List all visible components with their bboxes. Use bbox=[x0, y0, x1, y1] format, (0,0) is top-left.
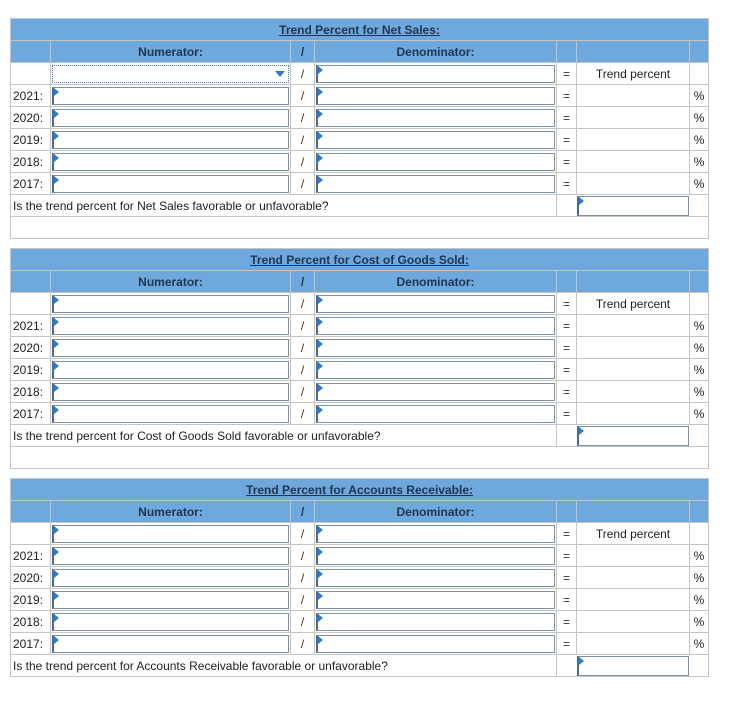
slash: / bbox=[291, 523, 315, 545]
year-label: 2017: bbox=[11, 173, 51, 195]
column-header-row bbox=[11, 41, 709, 63]
denominator-input[interactable] bbox=[316, 591, 555, 609]
numerator-input[interactable] bbox=[52, 569, 289, 587]
denominator-input[interactable] bbox=[316, 109, 555, 127]
question-row bbox=[11, 425, 709, 447]
denominator-input[interactable] bbox=[316, 131, 555, 149]
percent-sign: % bbox=[690, 315, 709, 337]
numerator-input[interactable] bbox=[52, 131, 289, 149]
numerator-input-cell bbox=[51, 129, 291, 151]
question-row bbox=[11, 195, 709, 217]
slash-header: / bbox=[291, 271, 315, 293]
year-label: 2019: bbox=[11, 359, 51, 381]
year-label: 2020: bbox=[11, 337, 51, 359]
numerator-input[interactable] bbox=[52, 405, 289, 423]
spacer-row bbox=[11, 447, 709, 469]
numerator-input[interactable] bbox=[52, 175, 289, 193]
numerator-input[interactable] bbox=[52, 87, 289, 105]
denominator-input[interactable] bbox=[316, 405, 555, 423]
denominator-input-cell bbox=[315, 545, 557, 567]
numerator-input-cell bbox=[51, 173, 291, 195]
trend-percent-cell[interactable] bbox=[577, 545, 690, 567]
favorable-question: Is the trend percent for Cost of Goods Sold favorable or unfavorable? bbox=[11, 425, 557, 447]
numerator-header: Numerator: bbox=[51, 41, 291, 63]
denominator-input-cell bbox=[315, 151, 557, 173]
trend-percent-label: Trend percent bbox=[577, 523, 690, 545]
trend-percent-cell[interactable] bbox=[577, 567, 690, 589]
base-row bbox=[11, 293, 709, 315]
equals-sign: = bbox=[557, 403, 577, 425]
numerator-input[interactable] bbox=[52, 109, 289, 127]
slash: / bbox=[291, 359, 315, 381]
denominator-input[interactable] bbox=[316, 295, 555, 313]
percent-sign: % bbox=[690, 633, 709, 655]
numerator-header: Numerator: bbox=[51, 271, 291, 293]
slash: / bbox=[291, 151, 315, 173]
percent-sign: % bbox=[690, 403, 709, 425]
percent-sign: % bbox=[690, 129, 709, 151]
year-row bbox=[11, 545, 709, 567]
denominator-input[interactable] bbox=[316, 547, 555, 565]
denominator-input[interactable] bbox=[316, 361, 555, 379]
chevron-down-icon bbox=[275, 71, 285, 77]
numerator-input-cell bbox=[51, 523, 291, 545]
denominator-input-cell bbox=[315, 359, 557, 381]
denominator-input[interactable] bbox=[316, 87, 555, 105]
numerator-input[interactable] bbox=[52, 339, 289, 357]
slash: / bbox=[291, 633, 315, 655]
section-title: Trend Percent for Net Sales: bbox=[11, 19, 709, 41]
numerator-input[interactable] bbox=[52, 383, 289, 401]
favorable-question: Is the trend percent for Accounts Receivable favorable or unfavorable? bbox=[11, 655, 557, 677]
trend-percent-cell[interactable] bbox=[577, 403, 690, 425]
denominator-input-cell bbox=[315, 381, 557, 403]
denominator-input-cell bbox=[315, 633, 557, 655]
year-row bbox=[11, 315, 709, 337]
numerator-input-cell bbox=[51, 589, 291, 611]
slash: / bbox=[291, 545, 315, 567]
numerator-input[interactable] bbox=[52, 153, 289, 171]
slash: / bbox=[291, 63, 315, 85]
trend-table bbox=[10, 478, 709, 677]
percent-sign: % bbox=[690, 85, 709, 107]
slash: / bbox=[291, 315, 315, 337]
denominator-input[interactable] bbox=[316, 65, 555, 83]
denominator-header: Denominator: bbox=[315, 271, 557, 293]
answer-cell bbox=[557, 425, 709, 447]
year-row bbox=[11, 589, 709, 611]
denominator-input[interactable] bbox=[316, 339, 555, 357]
percent-sign: % bbox=[690, 611, 709, 633]
slash: / bbox=[291, 173, 315, 195]
year-row bbox=[11, 567, 709, 589]
equals-sign: = bbox=[557, 381, 577, 403]
numerator-input-cell bbox=[51, 611, 291, 633]
percent-sign: % bbox=[690, 381, 709, 403]
numerator-input[interactable] bbox=[52, 295, 289, 313]
year-row bbox=[11, 151, 709, 173]
favorable-answer-input[interactable] bbox=[577, 426, 689, 446]
column-header-row bbox=[11, 501, 709, 523]
trend-table bbox=[10, 18, 709, 239]
equals-sign: = bbox=[557, 589, 577, 611]
base-row bbox=[11, 63, 709, 85]
slash: / bbox=[291, 85, 315, 107]
percent-sign: % bbox=[690, 567, 709, 589]
numerator-input[interactable] bbox=[52, 361, 289, 379]
denominator-input[interactable] bbox=[316, 153, 555, 171]
year-row bbox=[11, 85, 709, 107]
numerator-input-cell bbox=[51, 633, 291, 655]
numerator-input-cell bbox=[51, 381, 291, 403]
denominator-input-cell bbox=[315, 63, 557, 85]
year-label: 2017: bbox=[11, 403, 51, 425]
year-label: 2018: bbox=[11, 611, 51, 633]
equals-sign: = bbox=[557, 337, 577, 359]
year-row bbox=[11, 129, 709, 151]
numerator-input-cell bbox=[51, 359, 291, 381]
slash: / bbox=[291, 293, 315, 315]
year-label: 2018: bbox=[11, 381, 51, 403]
answer-cell bbox=[557, 655, 709, 677]
section-title-row bbox=[11, 479, 709, 501]
trend-percent-cell[interactable] bbox=[577, 85, 690, 107]
percent-sign: % bbox=[690, 151, 709, 173]
numerator-input[interactable] bbox=[52, 547, 289, 565]
slash: / bbox=[291, 403, 315, 425]
equals-sign: = bbox=[557, 293, 577, 315]
numerator-input-cell bbox=[51, 545, 291, 567]
denominator-input-cell bbox=[315, 315, 557, 337]
denominator-input[interactable] bbox=[316, 175, 555, 193]
numerator-input[interactable] bbox=[52, 525, 289, 543]
year-label: 2020: bbox=[11, 567, 51, 589]
numerator-input-cell bbox=[51, 293, 291, 315]
trend-percent-cell[interactable] bbox=[577, 315, 690, 337]
slash-header: / bbox=[291, 41, 315, 63]
trend-percent-label: Trend percent bbox=[577, 63, 690, 85]
percent-sign: % bbox=[690, 545, 709, 567]
slash: / bbox=[291, 107, 315, 129]
slash: / bbox=[291, 589, 315, 611]
equals-sign: = bbox=[557, 359, 577, 381]
numerator-input-cell bbox=[51, 151, 291, 173]
denominator-input[interactable] bbox=[316, 613, 555, 631]
section-title-row bbox=[11, 19, 709, 41]
equals-sign: = bbox=[557, 63, 577, 85]
percent-sign: % bbox=[690, 107, 709, 129]
numerator-header: Numerator: bbox=[51, 501, 291, 523]
denominator-input-cell bbox=[315, 85, 557, 107]
denominator-input-cell bbox=[315, 129, 557, 151]
equals-sign: = bbox=[557, 523, 577, 545]
year-row bbox=[11, 403, 709, 425]
equals-sign: = bbox=[557, 611, 577, 633]
year-row bbox=[11, 381, 709, 403]
denominator-input[interactable] bbox=[316, 635, 555, 653]
denominator-input-cell bbox=[315, 403, 557, 425]
year-row bbox=[11, 633, 709, 655]
denominator-input[interactable] bbox=[316, 317, 555, 335]
trend-percent-label: Trend percent bbox=[577, 293, 690, 315]
equals-sign: = bbox=[557, 107, 577, 129]
denominator-input-cell bbox=[315, 293, 557, 315]
equals-sign: = bbox=[557, 151, 577, 173]
equals-sign: = bbox=[557, 545, 577, 567]
year-label: 2017: bbox=[11, 633, 51, 655]
year-row bbox=[11, 359, 709, 381]
trend-percent-cell[interactable] bbox=[577, 589, 690, 611]
year-label: 2021: bbox=[11, 315, 51, 337]
slash: / bbox=[291, 129, 315, 151]
question-row bbox=[11, 655, 709, 677]
numerator-input-cell bbox=[51, 403, 291, 425]
denominator-input[interactable] bbox=[316, 569, 555, 587]
denominator-input-cell bbox=[315, 337, 557, 359]
equals-sign: = bbox=[557, 129, 577, 151]
numerator-input-cell bbox=[51, 337, 291, 359]
numerator-input-cell bbox=[51, 85, 291, 107]
numerator-input[interactable] bbox=[52, 613, 289, 631]
trend-percent-cell[interactable] bbox=[577, 129, 690, 151]
denominator-input-cell bbox=[315, 173, 557, 195]
numerator-input[interactable] bbox=[52, 635, 289, 653]
answer-cell bbox=[557, 195, 709, 217]
trend-percent-cell[interactable] bbox=[577, 337, 690, 359]
trend-percent-cell[interactable] bbox=[577, 173, 690, 195]
numerator-input[interactable] bbox=[52, 317, 289, 335]
slash: / bbox=[291, 337, 315, 359]
year-label: 2020: bbox=[11, 107, 51, 129]
equals-sign: = bbox=[557, 173, 577, 195]
base-row bbox=[11, 523, 709, 545]
trend-percent-cell[interactable] bbox=[577, 151, 690, 173]
slash-header: / bbox=[291, 501, 315, 523]
section-title: Trend Percent for Cost of Goods Sold: bbox=[11, 249, 709, 271]
numerator-input[interactable] bbox=[52, 591, 289, 609]
favorable-question: Is the trend percent for Net Sales favorable or unfavorable? bbox=[11, 195, 557, 217]
denominator-input[interactable] bbox=[316, 383, 555, 401]
trend-percent-cell[interactable] bbox=[577, 381, 690, 403]
trend-percent-cell[interactable] bbox=[577, 359, 690, 381]
equals-sign: = bbox=[557, 315, 577, 337]
percent-sign: % bbox=[690, 589, 709, 611]
percent-sign: % bbox=[690, 359, 709, 381]
equals-sign: = bbox=[557, 85, 577, 107]
year-label: 2019: bbox=[11, 129, 51, 151]
year-label: 2019: bbox=[11, 589, 51, 611]
percent-sign: % bbox=[690, 337, 709, 359]
numerator-input-cell bbox=[51, 107, 291, 129]
year-label: 2018: bbox=[11, 151, 51, 173]
numerator-dropdown[interactable] bbox=[52, 65, 289, 83]
column-header-row bbox=[11, 271, 709, 293]
denominator-header: Denominator: bbox=[315, 501, 557, 523]
denominator-input-cell bbox=[315, 567, 557, 589]
section-title: Trend Percent for Accounts Receivable: bbox=[11, 479, 709, 501]
equals-sign: = bbox=[557, 567, 577, 589]
year-row bbox=[11, 107, 709, 129]
denominator-input-cell bbox=[315, 523, 557, 545]
trend-table bbox=[10, 248, 709, 469]
percent-sign: % bbox=[690, 173, 709, 195]
denominator-input[interactable] bbox=[316, 525, 555, 543]
year-row bbox=[11, 611, 709, 633]
denominator-input-cell bbox=[315, 611, 557, 633]
denominator-header: Denominator: bbox=[315, 41, 557, 63]
year-label: 2021: bbox=[11, 85, 51, 107]
year-label: 2021: bbox=[11, 545, 51, 567]
spacer-row bbox=[11, 217, 709, 239]
favorable-answer-input[interactable] bbox=[577, 656, 689, 676]
trend-percent-cell[interactable] bbox=[577, 107, 690, 129]
slash: / bbox=[291, 611, 315, 633]
trend-percent-cell[interactable] bbox=[577, 633, 690, 655]
numerator-input-cell bbox=[51, 63, 291, 85]
slash: / bbox=[291, 567, 315, 589]
section-title-row bbox=[11, 249, 709, 271]
numerator-input-cell bbox=[51, 315, 291, 337]
equals-sign: = bbox=[557, 633, 577, 655]
numerator-input-cell bbox=[51, 567, 291, 589]
denominator-input-cell bbox=[315, 589, 557, 611]
denominator-input-cell bbox=[315, 107, 557, 129]
year-row bbox=[11, 337, 709, 359]
favorable-answer-input[interactable] bbox=[577, 196, 689, 216]
trend-percent-cell[interactable] bbox=[577, 611, 690, 633]
slash: / bbox=[291, 381, 315, 403]
year-row bbox=[11, 173, 709, 195]
